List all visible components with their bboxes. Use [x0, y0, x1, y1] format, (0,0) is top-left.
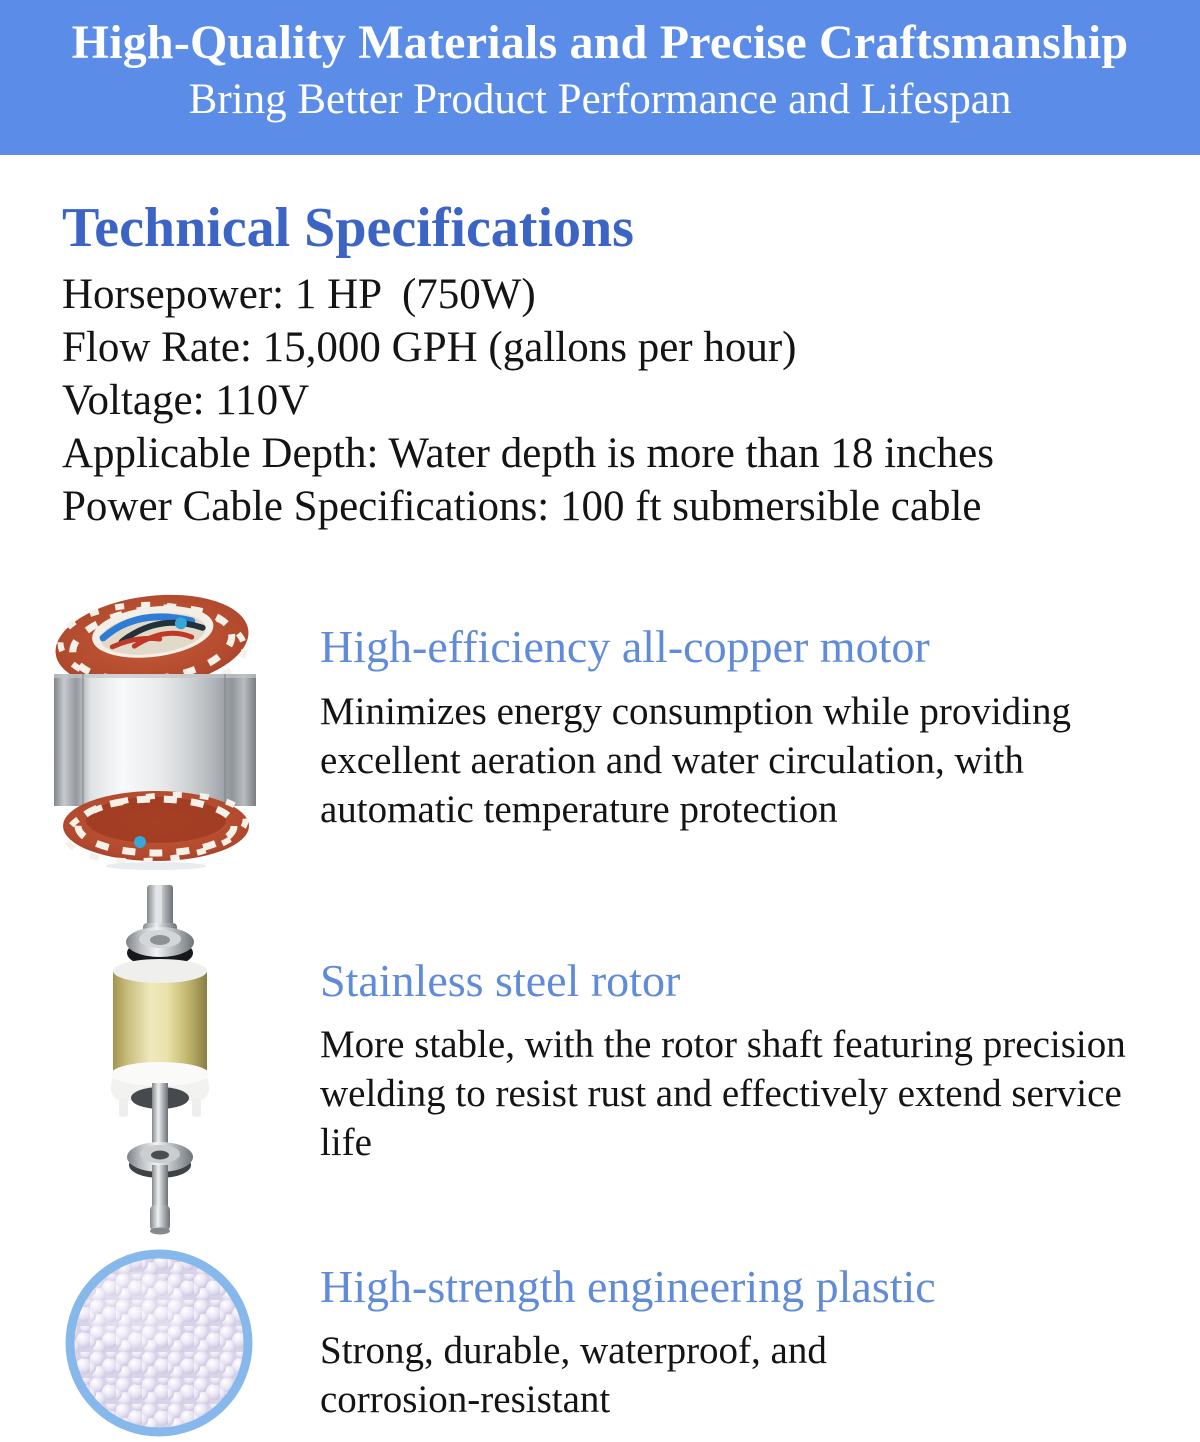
- spec-horsepower: Horsepower: 1 HP (750W): [62, 271, 536, 318]
- spec-voltage: Voltage: 110V: [62, 377, 310, 424]
- spec-power-cable: Power Cable Specifications: 100 ft submersible cable: [62, 483, 982, 530]
- feature-rotor-body-line: life: [320, 1121, 372, 1164]
- feature-motor-body-line: excellent aeration and water circulation, with: [320, 739, 1024, 782]
- feature-motor-body-line: Minimizes energy consumption while providing: [320, 690, 1072, 733]
- feature-plastic-body-line: Strong, durable, waterproof, and: [320, 1329, 827, 1372]
- feature-motor-heading: High-efficiency all-copper motor: [320, 621, 930, 672]
- feature-rotor-heading: Stainless steel rotor: [320, 955, 681, 1006]
- feature-plastic-body-line: corrosion-resistant: [320, 1378, 611, 1421]
- steel-rotor-image: [85, 883, 235, 1235]
- feature-motor-body-line: automatic temperature protection: [320, 788, 838, 831]
- copper-motor-image: [42, 590, 268, 870]
- feature-plastic-heading: High-strength engineering plastic: [320, 1261, 936, 1312]
- specs-list: [62, 268, 994, 533]
- banner-title: High-Quality Materials and Precise Craftsmanship: [71, 16, 1129, 69]
- specs-title: Technical Specifications: [62, 197, 634, 259]
- feature-rotor-body-line: welding to resist rust and effectively extend service: [320, 1072, 1122, 1115]
- banner-subtitle: Bring Better Product Performance and Lifespan: [188, 76, 1012, 123]
- spec-applicable-depth: Applicable Depth: Water depth is more than 18 inches: [62, 430, 994, 477]
- feature-plastic-body: [320, 1326, 827, 1424]
- feature-rotor-body-line: More stable, with the rotor shaft featuring precision: [320, 1023, 1126, 1066]
- feature-rotor-body: [320, 1020, 1126, 1167]
- plastic-pellets-image: [64, 1248, 254, 1438]
- header-banner: [0, 0, 1200, 155]
- spec-flow-rate: Flow Rate: 15,000 GPH (gallons per hour): [62, 324, 797, 371]
- feature-motor-body: [320, 687, 1071, 834]
